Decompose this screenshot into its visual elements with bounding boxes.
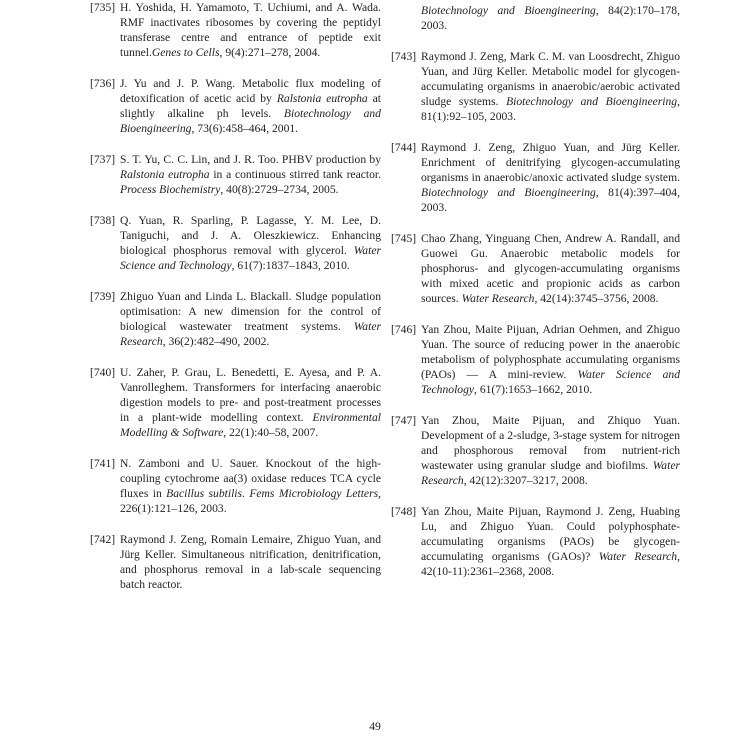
reference-venue: Process Biochemistry — [120, 183, 221, 196]
reference-number: [745] — [391, 232, 417, 245]
reference-column-right — [391, 3, 680, 595]
reference-number: [748] — [391, 505, 417, 518]
reference-text — [421, 3, 680, 33]
reference-entry — [391, 3, 680, 33]
page-number: 49 — [369, 720, 381, 733]
reference-number: [737] — [90, 153, 116, 166]
reference-text — [120, 456, 381, 516]
reference-number: [743] — [391, 50, 417, 63]
reference-venue: Ralstonia eutropha — [120, 168, 210, 181]
reference-number: [738] — [90, 214, 116, 227]
reference-entry — [90, 152, 381, 197]
reference-entry — [391, 140, 680, 215]
reference-number: [744] — [391, 141, 417, 154]
reference-entry — [90, 76, 381, 136]
reference-fragment: , 40(8):2729–2734, 2005. — [220, 183, 339, 196]
reference-fragment: , 42(14):3745–3756, 2008. — [534, 292, 659, 305]
reference-text — [421, 140, 680, 215]
reference-fragment: Chao Zhang, Yinguang Chen, Andrew A. Randall, and Guowei Gu. Anaerobic metabolic models for phosphorus- and glycogen-accumulating organisms with mixed acetic and propionic acids as carbon sources. — [421, 232, 680, 305]
reference-column-left — [90, 0, 381, 608]
reference-venue: Genes to Cells — [151, 46, 220, 59]
reference-text — [421, 231, 680, 306]
reference-fragment: , 42(10-11):2361–2368, 2008. — [421, 550, 680, 578]
reference-fragment: N. Zamboni and U. Sauer. Knockout of the high-coupling cytochrome aa(3) oxidase reduces TCA cycle fluxes in — [120, 457, 381, 500]
reference-fragment: , 226(1):121–126, 2003. — [120, 487, 382, 515]
reference-venue: Water Science and Technology — [421, 368, 680, 396]
reference-venue: Biotechnology and Bioengineering — [120, 107, 381, 135]
reference-fragment: , 61(7):1653–1662, 2010. — [474, 383, 593, 396]
reference-venue: Biotechnology and Bioengineering — [421, 4, 596, 17]
reference-entry — [90, 456, 381, 516]
reference-text — [421, 504, 680, 579]
reference-venue: Ralstonia eutropha — [276, 92, 368, 105]
reference-entry — [90, 365, 381, 440]
reference-fragment: J. Yu and J. P. Wang. Metabolic flux modeling of detoxification of acetic acid by — [120, 77, 381, 105]
reference-fragment: , 42(12):3207–3217, 2008. — [463, 474, 588, 487]
reference-number: [735] — [90, 1, 116, 14]
reference-number: [736] — [90, 77, 116, 90]
reference-entry — [391, 413, 680, 488]
reference-entry — [90, 289, 381, 349]
reference-text — [421, 322, 680, 397]
reference-entry — [391, 231, 680, 306]
reference-fragment: , 81(1):92–105, 2003. — [421, 95, 680, 123]
reference-fragment: at slightly alkaline ph levels. — [120, 92, 382, 120]
reference-fragment: Raymond J. Zeng, Romain Lemaire, Zhiguo Yuan, and Jürg Keller. Simultaneous nitrification, denitrification, and phosphorus removal in a lab-scale sequencing batch reactor. — [120, 533, 381, 591]
reference-venue: Environmental Modelling & Software — [120, 411, 381, 439]
reference-fragment: Raymond J. Zeng, Mark C. M. van Loosdrecht, Zhiguo Yuan, and Jürg Keller. Metabolic model for glycogen-accumulating organisms in anaerobic/aerobic activated sludge systems. — [421, 50, 680, 108]
reference-venue: Biotechnology and Bioengineering — [506, 95, 678, 108]
reference-fragment: , 61(7):1837–1843, 2010. — [231, 259, 350, 272]
reference-venue: Fems Microbiology Letters — [249, 487, 379, 500]
reference-fragment: Raymond J. Zeng, Zhiguo Yuan, and Jürg Keller. Enrichment of denitrifying glycogen-accumulating organisms in anaerobic/anoxic activated sludge system. — [421, 141, 680, 184]
reference-venue: Water Research — [461, 292, 535, 305]
reference-fragment: in a continuous stirred tank reactor. — [209, 168, 382, 181]
reference-text — [120, 365, 381, 440]
reference-text — [421, 413, 680, 488]
reference-fragment: . — [242, 487, 250, 500]
reference-fragment: , 36(2):482–490, 2002. — [162, 335, 270, 348]
reference-entry — [90, 532, 381, 592]
reference-fragment: Yan Zhou, Maite Pijuan, Raymond J. Zeng, Huabing Lu, and Zhiguo Yuan. Could polyphosphate-accumulating organisms (PAOs) be glycogen-accumulating organisms (GAOs)? — [421, 505, 680, 563]
reference-text — [120, 289, 381, 349]
reference-venue: Water Research — [421, 459, 680, 487]
reference-entry — [90, 0, 381, 60]
reference-number: [747] — [391, 414, 417, 427]
reference-venue: Bacillus subtilis — [166, 487, 243, 500]
reference-fragment: Yan Zhou, Maite Pijuan, Adrian Oehmen, and Zhiguo Yuan. The source of reducing power in the anaerobic metabolism of polyphosphate accumulating organisms (PAOs) — A mini-review. — [421, 323, 680, 381]
reference-fragment: S. T. Yu, C. C. Lin, and J. R. Too. PHBV production by — [120, 153, 381, 166]
reference-text — [120, 76, 381, 136]
reference-text — [120, 532, 381, 592]
reference-entry — [90, 213, 381, 273]
reference-fragment: , 84(2):170–178, 2003. — [421, 4, 680, 32]
reference-fragment: Zhiguo Yuan and Linda L. Blackall. Sludge population optimisation: A new dimension for the control of biological wastewater treatment systems. — [120, 290, 381, 333]
reference-fragment: , 22(1):40–58, 2007. — [223, 426, 319, 439]
reference-venue: Water Research — [598, 550, 678, 563]
reference-number: [739] — [90, 290, 116, 303]
reference-number: [746] — [391, 323, 417, 336]
reference-venue: Biotechnology and Bioengineering — [421, 186, 596, 199]
reference-entry — [391, 504, 680, 579]
reference-text — [120, 213, 381, 273]
reference-fragment: U. Zaher, P. Grau, L. Benedetti, E. Ayesa, and P. A. Vanrolleghem. Transformers for interfacing anaerobic digestion models to pre- and post-treatment processes in a plant-wide modelling context. — [120, 366, 381, 424]
reference-fragment: , 73(6):458–464, 2001. — [191, 122, 299, 135]
reference-number: [741] — [90, 457, 116, 470]
reference-fragment: H. Yoshida, H. Yamamoto, T. Uchiumi, and A. Wada. RMF inactivates ribosomes by covering the peptidyl transferase centre and entrance of peptide exit tunnel. — [120, 1, 381, 59]
reference-text — [120, 0, 381, 60]
reference-number: [740] — [90, 366, 116, 379]
reference-venue: Water Science and Technology — [120, 244, 381, 272]
reference-text — [120, 152, 381, 197]
reference-entry — [391, 49, 680, 124]
reference-fragment: , 81(4):397–404, 2003. — [421, 186, 680, 214]
reference-number: [742] — [90, 533, 116, 546]
reference-venue: Water Research — [120, 320, 381, 348]
reference-entry — [391, 322, 680, 397]
reference-fragment: , 9(4):271–278, 2004. — [219, 46, 321, 59]
reference-fragment: Q. Yuan, R. Sparling, P. Lagasse, Y. M. Lee, D. Taniguchi, and J. A. Oleszkiewicz. Enhancing biological phosphorus removal with glycerol. — [120, 214, 381, 257]
reference-text — [421, 49, 680, 124]
reference-fragment: Yan Zhou, Maite Pijuan, and Zhiquo Yuan. Development of a 2-sludge, 3-stage system for nitrogen and phosphorous removal from nutrient-rich wastewater using granular sludge and biofilms. — [421, 414, 680, 472]
